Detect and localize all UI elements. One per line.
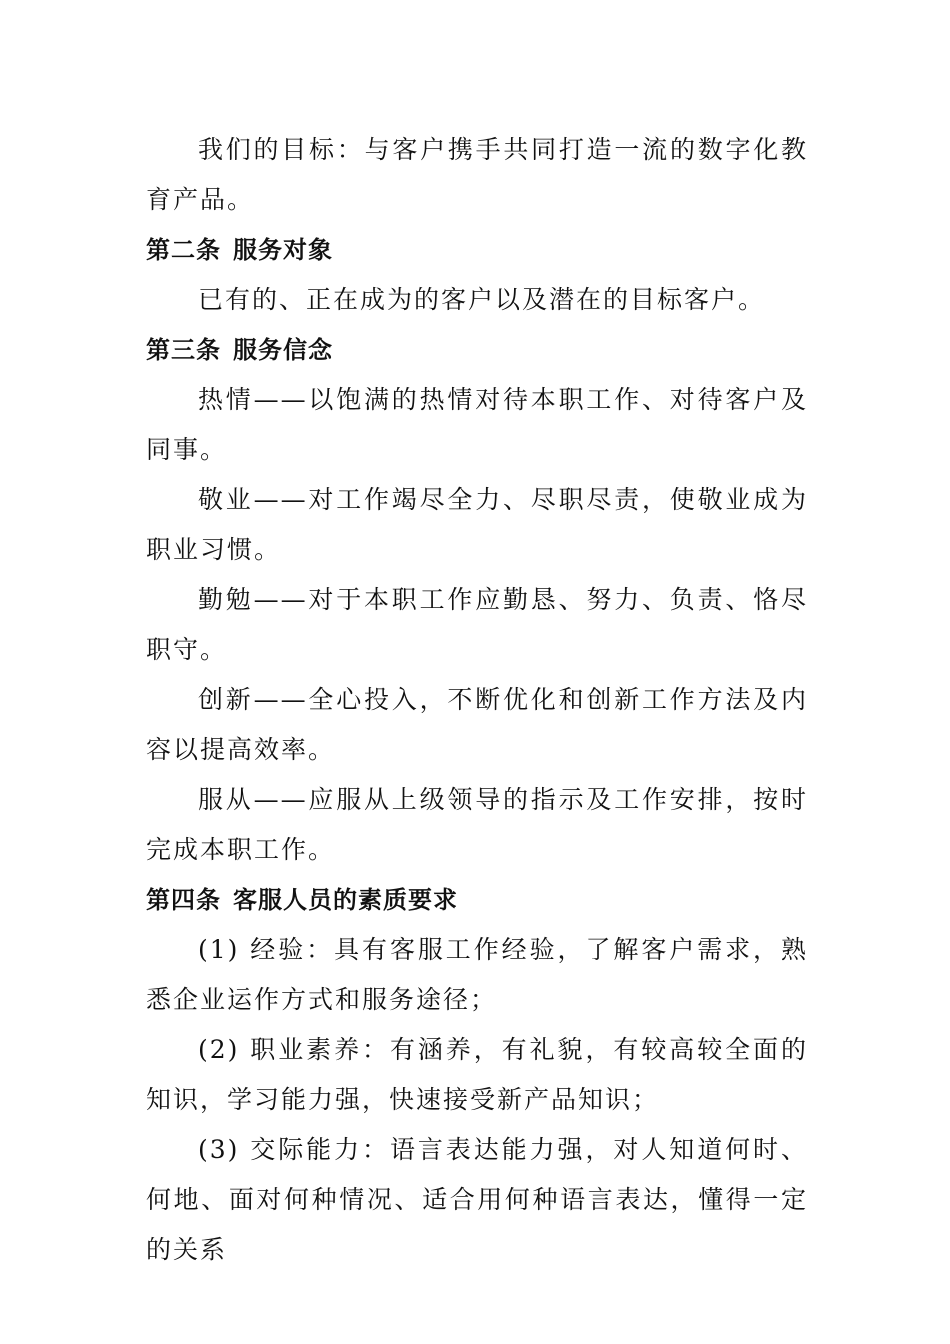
article-4-number: 第四条: [146, 886, 221, 914]
requirement-2: (2) 职业素养：有涵养，有礼貌，有较高较全面的知识，学习能力强，快速接受新产品知识；: [146, 1035, 808, 1114]
belief-diligence: 勤勉——对于本职工作应勤恳、努力、负责、恪尽职守。: [146, 585, 808, 664]
article-2-heading: [146, 225, 808, 275]
article-3-title: 服务信念: [233, 336, 333, 364]
belief-innovation: 创新——全心投入，不断优化和创新工作方法及内容以提高效率。: [146, 685, 808, 764]
article-4-title: 客服人员的素质要求: [233, 886, 458, 914]
belief-dedication: 敬业——对工作竭尽全力、尽职尽责，使敬业成为职业习惯。: [146, 485, 808, 564]
article-4-heading: [146, 875, 808, 925]
article-2-title: 服务对象: [233, 236, 333, 264]
requirement-3: (3) 交际能力：语言表达能力强，对人知道何时、何地、面对何种情况、适合用何种语言表达，懂得一定的关系: [146, 1135, 808, 1264]
article-3-number: 第三条: [146, 336, 221, 364]
article-2-number: 第二条: [146, 236, 221, 264]
document-body: [146, 125, 808, 1275]
article-3-heading: [146, 325, 808, 375]
belief-enthusiasm: 热情——以饱满的热情对待本职工作、对待客户及同事。: [146, 385, 808, 464]
requirement-1: (1) 经验：具有客服工作经验，了解客户需求，熟悉企业运作方式和服务途径；: [146, 935, 808, 1014]
belief-obedience: 服从——应服从上级领导的指示及工作安排，按时完成本职工作。: [146, 785, 808, 864]
service-targets-paragraph: 已有的、正在成为的客户以及潜在的目标客户。: [198, 285, 766, 314]
goal-paragraph: 我们的目标：与客户携手共同打造一流的数字化教育产品。: [146, 135, 808, 214]
